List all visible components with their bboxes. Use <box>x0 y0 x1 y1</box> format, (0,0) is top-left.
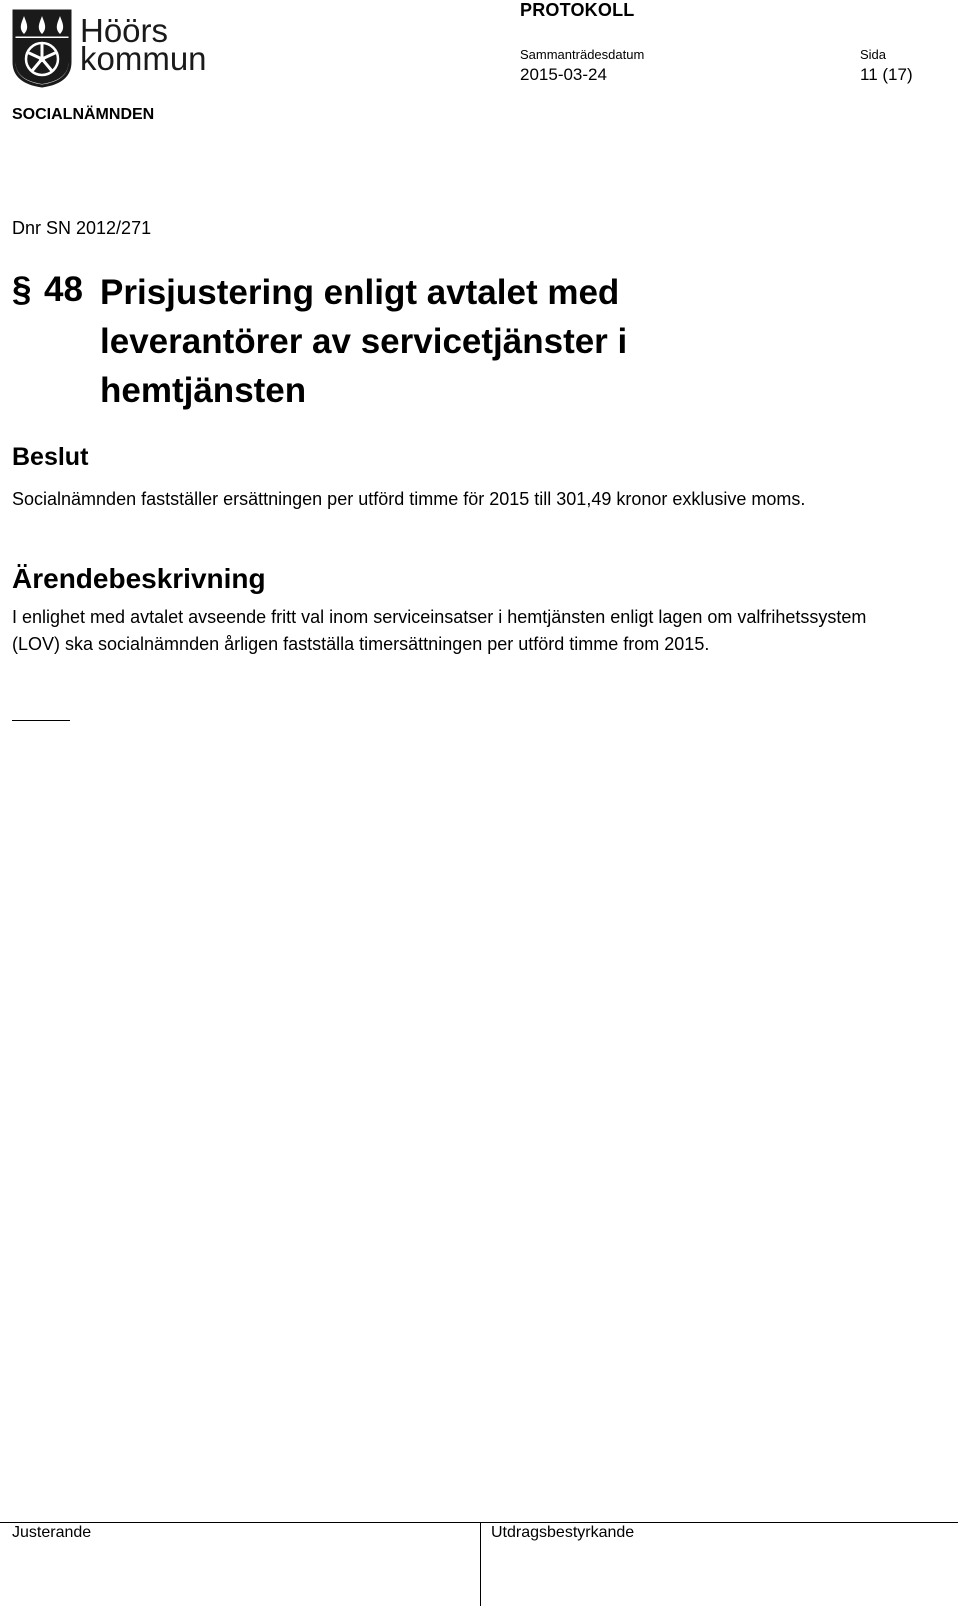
decision-heading: Beslut <box>12 443 89 471</box>
logo-text-kommun: kommun <box>80 40 207 77</box>
footer-utdragsbestyrkande-label: Utdragsbestyrkande <box>491 1524 635 1541</box>
footer-justerande-label: Justerande <box>12 1524 92 1541</box>
case-number: Dnr SN 2012/271 <box>12 218 152 238</box>
document-type: PROTOKOLL <box>520 0 635 20</box>
section-end-rule <box>12 720 70 721</box>
footer-divider <box>0 1522 958 1523</box>
paragraph-number: 48 <box>44 270 83 309</box>
meeting-date-label: Sammanträdesdatum <box>520 47 645 62</box>
case-description-heading: Ärendebeskrivning <box>12 563 266 594</box>
page-number: 11 (17) <box>860 65 913 84</box>
decision-text: Socialnämnden fastställer ersättningen per utförd timme för 2015 till 301,49 kronor exklusive moms. <box>12 489 806 509</box>
footer-column-divider <box>480 1522 481 1606</box>
hoors-kommun-logo <box>12 6 217 90</box>
case-description-text: I enlighet med avtalet avseende fritt val inom serviceinsatser i hemtjänsten enligt lagen om valfrihetssystem (LOV) ska socialnämnden årligen fastställa timersättningen per utförd timme from 2015. <box>12 607 867 654</box>
department-name: SOCIALNÄMNDEN <box>12 106 155 123</box>
case-title: Prisjustering enligt avtalet med leverantörer av servicetjänster i hemtjänsten <box>100 273 628 410</box>
logo-text-hoors: Höörs <box>80 12 169 49</box>
meeting-date-value: 2015-03-24 <box>520 65 607 84</box>
page-label: Sida <box>860 47 887 62</box>
paragraph-symbol: § <box>12 270 32 309</box>
municipal-crest-icon <box>14 11 70 86</box>
